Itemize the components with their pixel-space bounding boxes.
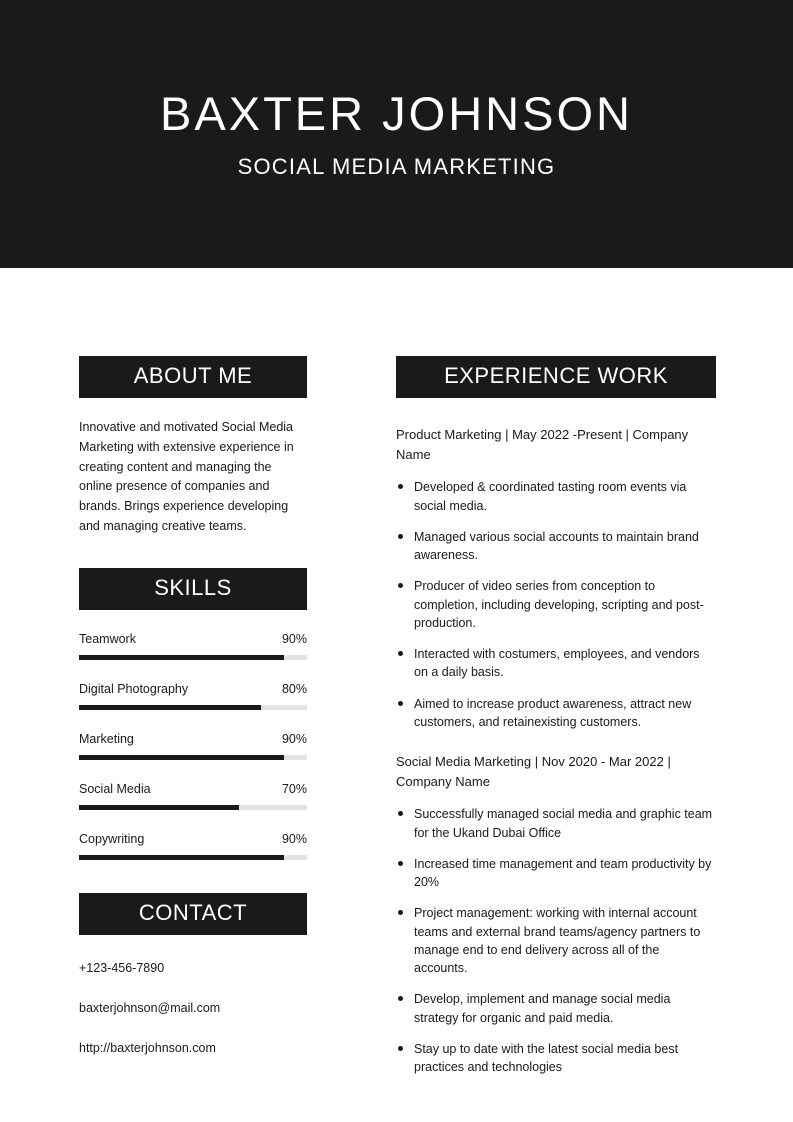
skill-value: 90% <box>281 631 307 646</box>
skill-item <box>79 632 307 660</box>
skill-value: 90% <box>281 731 307 746</box>
job-bullet: Managed various social accounts to maintain brand awareness. <box>396 528 716 565</box>
skill-item <box>79 682 307 710</box>
contact-heading: CONTACT <box>79 893 307 935</box>
skill-label: Digital Photography <box>79 681 189 696</box>
candidate-name: BAXTER JOHNSON <box>160 87 633 141</box>
skill-item <box>79 832 307 860</box>
job-bullets <box>396 478 716 731</box>
job-bullet: Stay up to date with the latest social media best practices and technologies <box>396 1040 716 1077</box>
job-bullet: Increased time management and team productivity by 20% <box>396 855 716 892</box>
skill-label: Teamwork <box>79 631 136 646</box>
skill-bar-fill <box>79 705 261 710</box>
contact-section <box>79 893 307 1055</box>
resume-header <box>0 0 793 268</box>
skill-bar-track <box>79 755 307 760</box>
contact-website[interactable]: http://baxterjohnson.com <box>79 1040 216 1055</box>
skill-value: 90% <box>281 831 307 846</box>
job-title: Product Marketing | May 2022 -Present | Company Name <box>396 427 689 463</box>
skill-bar-track <box>79 805 307 810</box>
job-title: Social Media Marketing | Nov 2020 - Mar 2022 | Company Name <box>396 754 671 790</box>
job-bullet: Aimed to increase product awareness, attract new customers, and retainexisting customers. <box>396 695 716 732</box>
experience-item <box>396 752 716 1076</box>
experience-heading: EXPERIENCE WORK <box>396 356 716 398</box>
skills-heading: SKILLS <box>79 568 307 610</box>
skills-section <box>79 568 307 860</box>
skill-item <box>79 732 307 760</box>
skill-bar-track <box>79 655 307 660</box>
job-bullet: Interacted with costumers, employees, and vendors on a daily basis. <box>396 645 716 682</box>
skill-bar-fill <box>79 655 284 660</box>
job-bullet: Successfully managed social media and graphic team for the Ukand Dubai Office <box>396 805 716 842</box>
skill-bar-fill <box>79 855 284 860</box>
job-bullet: Project management: working with internal account teams and external brand teams/agency partners to manage end to end delivery across all of the accounts. <box>396 904 716 977</box>
about-heading: ABOUT ME <box>79 356 307 398</box>
skill-value: 70% <box>281 781 307 796</box>
candidate-role: SOCIAL MEDIA MARKETING <box>237 153 556 179</box>
experience-item <box>396 425 716 731</box>
job-bullets <box>396 805 716 1076</box>
skill-label: Social Media <box>79 781 151 796</box>
job-bullet: Develop, implement and manage social media strategy for organic and paid media. <box>396 990 716 1027</box>
skill-item <box>79 782 307 810</box>
contact-phone[interactable]: +123-456-7890 <box>79 960 165 975</box>
about-text: Innovative and motivated Social Media Marketing with extensive experience in creating content and managing the online presence of companies and brands. Brings experience developing and managing creative teams. <box>79 420 294 533</box>
right-column <box>396 356 716 1089</box>
contact-email[interactable]: baxterjohnson@mail.com <box>79 1000 221 1015</box>
job-bullet: Developed & coordinated tasting room events via social media. <box>396 478 716 515</box>
skill-bar-fill <box>79 805 239 810</box>
skill-label: Marketing <box>79 731 134 746</box>
left-column <box>79 356 307 1055</box>
skill-bar-track <box>79 705 307 710</box>
skill-bar-fill <box>79 755 284 760</box>
skill-value: 80% <box>281 681 307 696</box>
job-bullet: Producer of video series from conception to completion, including developing, scripting and post-production. <box>396 577 716 632</box>
skill-label: Copywriting <box>79 831 145 846</box>
skill-bar-track <box>79 855 307 860</box>
